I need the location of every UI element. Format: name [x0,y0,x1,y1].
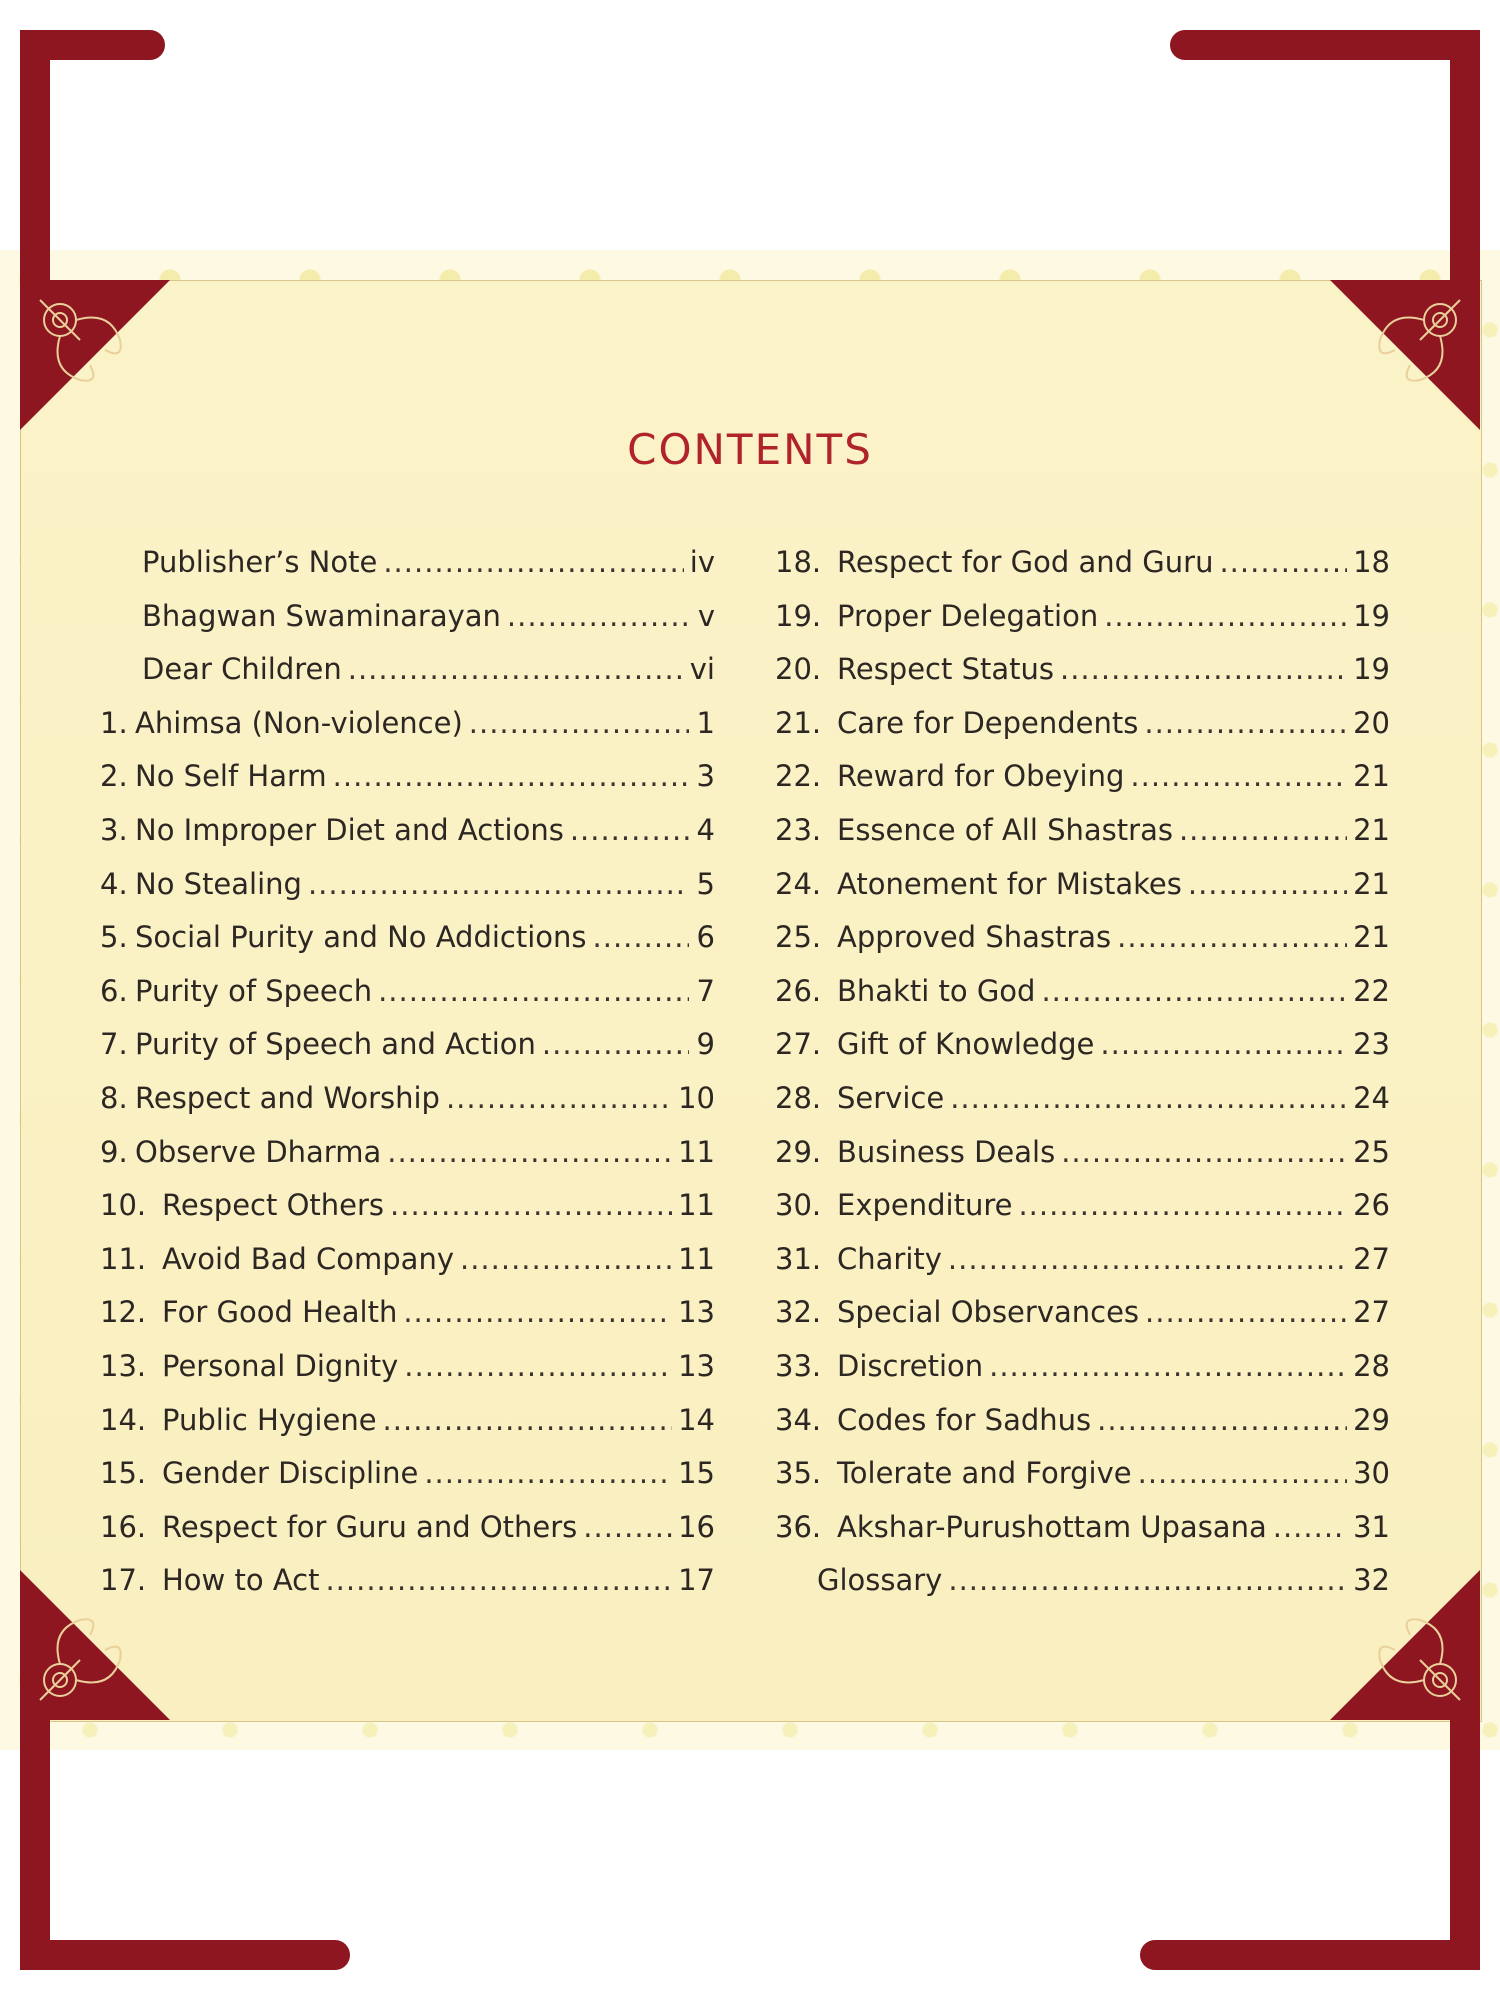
toc-entry-page: 10 [678,1080,715,1115]
toc-dot-leader [507,599,689,633]
toc-entry-title: Avoid Bad Company [162,1241,454,1276]
toc-dot-leader [1100,1027,1347,1061]
toc-entry-page: 21 [1353,920,1390,955]
toc-dot-leader [1061,1135,1347,1169]
toc-entry-number: 26. [775,973,822,1008]
toc-dot-leader [325,1563,672,1597]
toc-entry [775,545,1390,599]
toc-entry [775,1027,1390,1081]
toc-entry [100,920,715,974]
toc-entry-title: Bhakti to God [837,973,1036,1008]
toc-entry-number: 27. [775,1027,822,1062]
toc-entry-title: Personal Dignity [162,1348,399,1383]
toc-entry-page: 19 [1353,652,1390,687]
toc-entry-title: Dear Children [142,652,342,687]
toc-entry-page: 31 [1353,1509,1390,1544]
toc-entry-number: 17. [100,1563,147,1598]
toc-dot-leader [424,1456,672,1490]
corner-filigree-top-right [1330,280,1480,430]
toc-entry [100,867,715,921]
toc-entry-page: 1 [696,705,715,740]
toc-entry-title: Special Observances [837,1295,1140,1330]
toc-dot-leader [542,1027,689,1061]
toc-dot-leader [1179,813,1347,847]
toc-entry-number: 33. [775,1348,822,1383]
toc-entry [775,1403,1390,1457]
toc-entry-page: 16 [678,1509,715,1544]
toc-entry [100,1295,715,1349]
toc-entry-title: Public Hygiene [162,1402,377,1437]
toc-entry-title: Discretion [837,1348,984,1383]
toc-dot-leader [1138,1456,1347,1490]
toc-entry-number: 3. [100,812,128,847]
toc-entry-title: Ahimsa (Non-violence) [135,705,463,740]
toc-entry-page: 30 [1353,1456,1390,1491]
toc-entry-number: 8. [100,1080,128,1115]
toc-entry-number: 25. [775,920,822,955]
toc-entry-page: 29 [1353,1402,1390,1437]
toc-dot-leader [1060,652,1347,686]
toc-dot-leader [948,1563,1347,1597]
toc-dot-leader [383,1403,673,1437]
toc-entry-page: 22 [1353,973,1390,1008]
toc-entry [100,545,715,599]
toc-entry-page: 7 [696,973,715,1008]
toc-dot-leader [390,1188,672,1222]
toc-entry-page: 17 [678,1563,715,1598]
toc-entry-number: 20. [775,652,822,687]
toc-entry-page: 24 [1353,1080,1390,1115]
toc-entry-number: 4. [100,866,128,901]
toc-entry-title: Purity of Speech [135,973,373,1008]
toc-entry-page: 20 [1353,705,1390,740]
toc-entry-number: 9. [100,1134,128,1169]
toc-entry-title: No Stealing [135,866,302,901]
toc-entry-page: 9 [696,1027,715,1062]
toc-dot-leader [469,706,689,740]
toc-dot-leader [348,652,684,686]
toc-entry-page: 26 [1353,1188,1390,1223]
toc-entry-page: 27 [1353,1241,1390,1276]
toc-entry [775,652,1390,706]
toc-entry-number: 28. [775,1080,822,1115]
toc-entry-page: 21 [1353,866,1390,901]
toc-dot-leader [1104,599,1347,633]
toc-entry-number: 13. [100,1348,147,1383]
toc-entry [100,1135,715,1189]
toc-dot-leader [989,1349,1347,1383]
toc-dot-leader [1145,1295,1347,1329]
toc-entry-page: 27 [1353,1295,1390,1330]
toc-entry-title: Observe Dharma [135,1134,382,1169]
toc-entry-title: Social Purity and No Addictions [135,920,587,955]
toc-dot-leader [378,974,689,1008]
toc-entry-title: Respect for God and Guru [837,545,1214,579]
toc-dot-leader [404,1349,672,1383]
toc-entry [775,706,1390,760]
toc-dot-leader [1117,920,1347,954]
toc-entry-title: Expenditure [837,1188,1013,1223]
toc-entry [775,599,1390,653]
toc-entry-title: Tolerate and Forgive [837,1456,1132,1491]
toc-entry-title: Atonement for Mistakes [837,866,1182,901]
corner-ornament-top-right-band [1170,30,1480,60]
toc-dot-leader [1273,1510,1347,1544]
toc-dot-leader [1041,974,1347,1008]
toc-dot-leader [948,1242,1347,1276]
toc-entry [775,1456,1390,1510]
toc-entry-page: 11 [678,1188,715,1223]
toc-entry-number: 29. [775,1134,822,1169]
toc-entry-title: Charity [837,1241,942,1276]
filigree-icon [1330,280,1480,430]
toc-entry [100,1242,715,1296]
toc-entry-title: Codes for Sadhus [837,1402,1092,1437]
toc-entry-title: Approved Shastras [837,920,1112,955]
corner-ornament-bottom-right-band [1140,1940,1480,1970]
toc-dot-leader [1018,1188,1347,1222]
toc-entry-title: Gender Discipline [162,1456,419,1491]
toc-entry [100,706,715,760]
toc-entry [100,759,715,813]
toc-entry-page: 4 [696,812,715,847]
toc-dot-leader [1144,706,1347,740]
toc-entry [775,1081,1390,1135]
toc-entry-title: Bhagwan Swaminarayan [142,598,501,633]
toc-entry-number: 30. [775,1188,822,1223]
toc-entry-page: vi [689,652,715,687]
toc-entry-title: Gift of Knowledge [837,1027,1095,1062]
toc-entry-title: Publisher’s Note [142,545,378,579]
toc-entry-number: 10. [100,1188,147,1223]
contents-column-right [775,545,1390,1617]
toc-entry-page: 21 [1353,759,1390,794]
toc-entry-number: 15. [100,1456,147,1491]
toc-dot-leader [950,1081,1347,1115]
toc-entry-title: Respect and Worship [135,1080,440,1115]
toc-entry [100,599,715,653]
toc-entry-page: 25 [1353,1134,1390,1169]
toc-dot-leader [583,1510,672,1544]
toc-entry-number: 2. [100,759,128,794]
toc-dot-leader [1097,1403,1347,1437]
toc-dot-leader [308,867,689,901]
toc-entry [775,759,1390,813]
toc-dot-leader [1188,867,1347,901]
corner-filigree-top-left [20,280,170,430]
toc-entry [775,1242,1390,1296]
toc-entry-title: Respect Others [162,1188,385,1223]
toc-entry-title: Purity of Speech and Action [135,1027,536,1062]
toc-entry-number: 22. [775,759,822,794]
toc-entry-page: 5 [696,866,715,901]
toc-dot-leader [1219,545,1347,579]
toc-entry [775,974,1390,1028]
corner-ornament-top-left-band [20,30,165,60]
toc-entry [100,1510,715,1564]
toc-entry-number: 31. [775,1241,822,1276]
toc-dot-leader [387,1135,672,1169]
toc-entry-title: Service [837,1080,945,1115]
toc-entry-page: iv [689,545,715,579]
toc-entry-title: Glossary [817,1563,943,1598]
toc-entry [100,974,715,1028]
toc-entry [775,1135,1390,1189]
toc-entry-number: 16. [100,1509,147,1544]
toc-entry [775,1295,1390,1349]
toc-entry-page: 21 [1353,812,1390,847]
toc-entry-number: 21. [775,705,822,740]
toc-entry-number: 34. [775,1402,822,1437]
page-title: CONTENTS [627,425,873,474]
toc-entry [775,813,1390,867]
toc-entry [775,867,1390,921]
toc-dot-leader [460,1242,672,1276]
toc-entry-number: 23. [775,812,822,847]
toc-entry [100,1456,715,1510]
toc-dot-leader [333,759,689,793]
toc-entry-number: 12. [100,1295,147,1330]
toc-entry [100,1027,715,1081]
toc-entry-page: 18 [1353,545,1390,579]
toc-entry-number: 24. [775,866,822,901]
toc-entry-page: 14 [678,1402,715,1437]
toc-entry-number: 19. [775,598,822,633]
toc-entry-title: Business Deals [837,1134,1056,1169]
toc-entry [775,920,1390,974]
toc-entry-page: v [697,598,715,633]
toc-dot-leader [1130,759,1347,793]
toc-dot-leader [383,545,683,579]
toc-entry-title: Akshar-Purushottam Upasana [837,1509,1267,1544]
toc-dot-leader [403,1295,672,1329]
toc-entry-title: Proper Delegation [837,598,1099,633]
toc-entry-page: 32 [1353,1563,1390,1598]
toc-entry-title: Essence of All Shastras [837,812,1173,847]
toc-entry-title: No Improper Diet and Actions [135,812,564,847]
filigree-icon [20,280,170,430]
toc-entry-page: 11 [678,1241,715,1276]
toc-entry-title: For Good Health [162,1295,398,1330]
corner-ornament-bottom-left-band [20,1940,350,1970]
toc-entry-page: 13 [678,1348,715,1383]
toc-entry-page: 11 [678,1134,715,1169]
toc-entry-page: 3 [696,759,715,794]
toc-entry [775,1349,1390,1403]
toc-entry-title: No Self Harm [135,759,327,794]
toc-entry [100,1188,715,1242]
toc-entry-page: 19 [1353,598,1390,633]
toc-entry-number: 36. [775,1509,822,1544]
toc-entry-number: 7. [100,1027,128,1062]
toc-entry-number: 1. [100,705,128,740]
toc-dot-leader [570,813,689,847]
toc-entry-title: Respect for Guru and Others [162,1509,578,1544]
toc-entry-page: 6 [696,920,715,955]
toc-entry [775,1510,1390,1564]
toc-entry [775,1188,1390,1242]
toc-entry [100,1349,715,1403]
toc-entry-title: Reward for Obeying [837,759,1125,794]
toc-entry-title: How to Act [162,1563,320,1598]
toc-entry [100,1403,715,1457]
toc-entry [775,1563,1390,1617]
contents-column-left [100,545,715,1617]
toc-entry-page: 28 [1353,1348,1390,1383]
toc-entry-number: 5. [100,920,128,955]
toc-entry-number: 11. [100,1241,147,1276]
toc-entry-page: 13 [678,1295,715,1330]
toc-entry-number: 6. [100,973,128,1008]
toc-entry-page: 23 [1353,1027,1390,1062]
toc-entry-title: Care for Dependents [837,705,1139,740]
toc-entry-title: Respect Status [837,652,1054,687]
toc-entry-number: 32. [775,1295,822,1330]
toc-entry-page: 15 [678,1456,715,1491]
toc-entry [100,652,715,706]
toc-dot-leader [446,1081,672,1115]
toc-entry [100,813,715,867]
toc-entry [100,1563,715,1617]
toc-entry-number: 14. [100,1402,147,1437]
toc-entry-number: 35. [775,1456,822,1491]
toc-entry-number: 18. [775,545,822,579]
toc-dot-leader [593,920,689,954]
toc-entry [100,1081,715,1135]
